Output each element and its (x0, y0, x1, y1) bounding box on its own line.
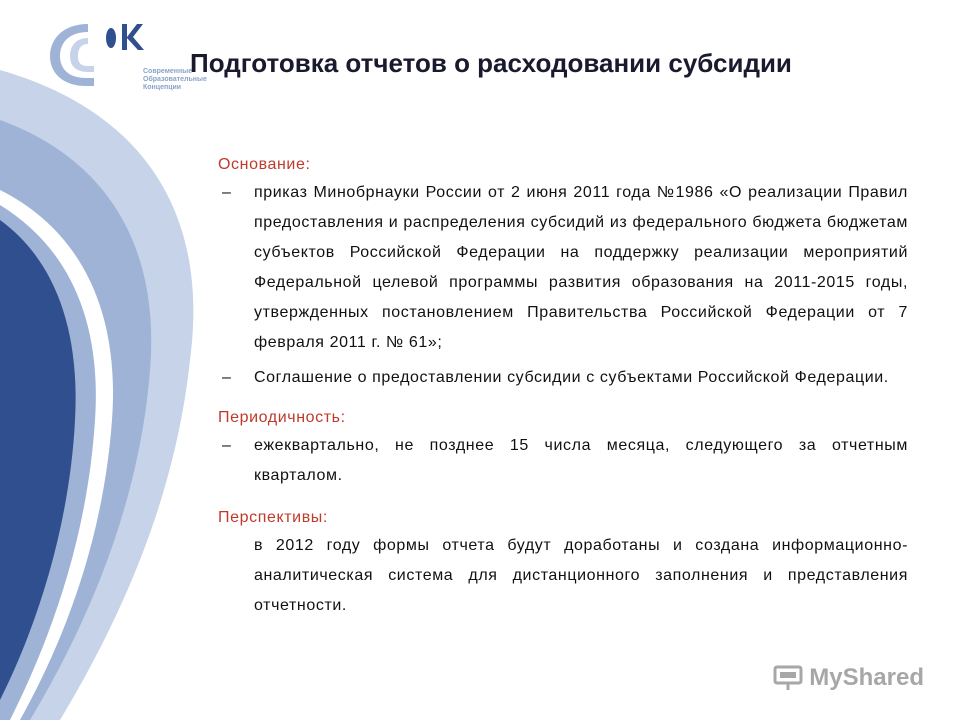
logo-caption-line: Современные (143, 68, 193, 75)
list-item (218, 364, 908, 391)
watermark (773, 664, 924, 692)
list-item-text: ежеквартально, не позднее 15 числа месяца, следующего за отчетным кварталом. (254, 437, 908, 484)
list-item-text: приказ Минобрнауки России от 2 июня 2011 года №1986 «О реализации Правил предоставления и распределения субсидий из федерального бюджета бюджетам субъектов Российской Федерации на поддержку реализации мероприятий Федеральной целевой программы развития образования на 2011-2015 годы, утвержденных постановлением Правительства Российской Федерации от 7 февраля 2011 г. № 61»; (254, 184, 908, 351)
dash-bullet: – (222, 437, 232, 454)
section-heading-basis: Основание: (218, 156, 311, 173)
list-item-text: Соглашение о предоставлении субсидии с субъектами Российской Федерации. (254, 369, 889, 386)
list-item (218, 178, 908, 358)
section-heading-periodicity: Периодичность: (218, 409, 346, 426)
list-item (218, 531, 908, 621)
dash-bullet: – (222, 369, 232, 386)
section-heading-prospects: Перспективы: (218, 509, 328, 526)
logo-caption-line: Концепции (143, 84, 182, 91)
slide-content (218, 152, 908, 621)
list-item (218, 431, 908, 491)
watermark-text: MyShared (809, 664, 924, 691)
logo-caption-line: Образовательные (143, 76, 207, 83)
company-logo (48, 18, 207, 91)
slide-title: Подготовка отчетов о расходовании субсидии (190, 48, 792, 78)
presentation-icon (773, 665, 803, 691)
list-item-text: в 2012 году формы отчета будут доработаны и создана информационно-аналитическая система для дистанционного заполнения и представления отчетности. (254, 537, 908, 614)
dash-bullet: – (222, 184, 232, 201)
